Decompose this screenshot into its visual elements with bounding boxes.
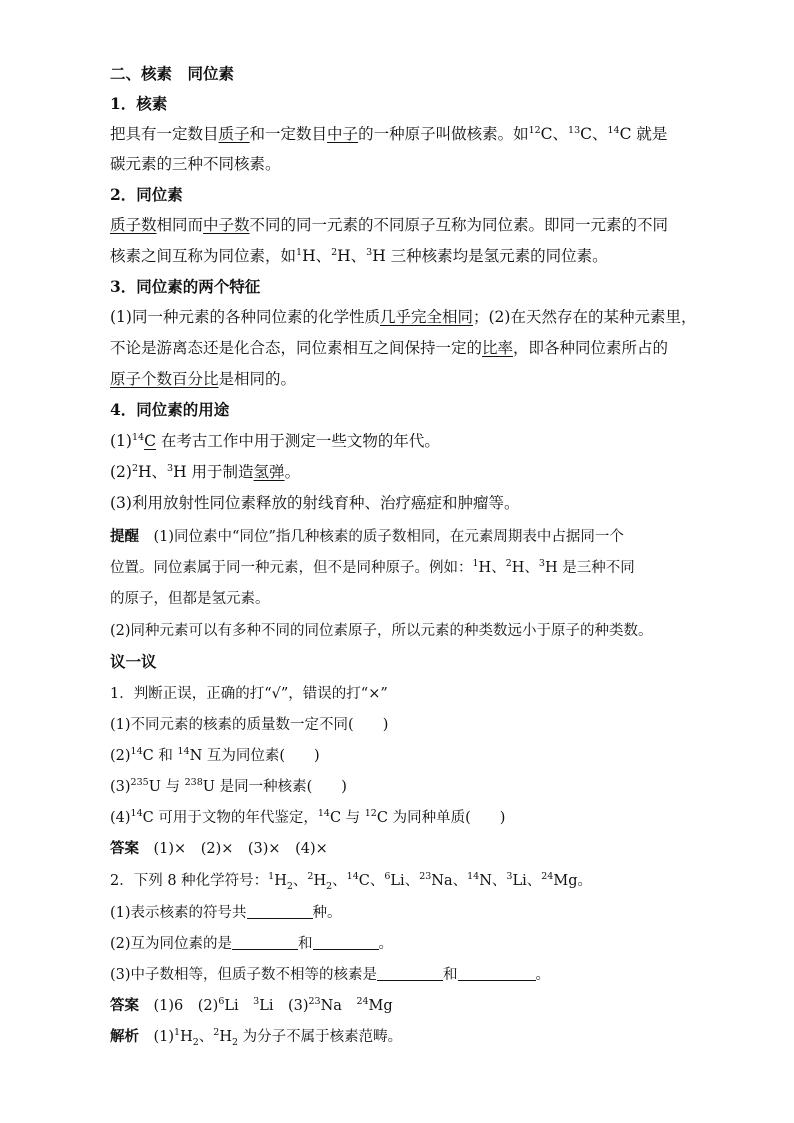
text: (2) [110,748,131,764]
text: (1) [139,1029,175,1045]
underlined-term-proton: 质子 [218,125,250,143]
uses-line1 [110,430,440,452]
text: 把具有一定数目 [110,125,219,143]
text: ，即各种同位素所占的 [513,339,669,357]
text: ；(2)在天然存在的某种元素里， [472,308,697,326]
mass-number: 235 [130,777,149,789]
text: (2) [110,463,132,481]
text: 。 [378,936,394,952]
features-line2 [110,337,668,359]
text: N 互为同位素( ) [189,748,320,764]
mass-number: 3 [366,246,373,258]
nuclide-definition-line1 [110,123,667,145]
mass-number: 14 [131,431,145,443]
text: H [219,1029,232,1045]
text: H [313,873,327,889]
mass-number: 6 [218,996,225,1008]
underlined-term: 几乎完全相同 [379,308,473,326]
tip-line1 [110,526,624,548]
mass-number: 14 [467,871,480,883]
question2-item2 [110,933,393,955]
subscript: 2 [232,1036,239,1048]
mass-number: 14 [130,808,143,820]
text: 核素之间互称为同位素，如 [110,247,297,265]
text: 。 [535,967,551,983]
uses-line2 [110,461,300,483]
mass-number: 14 [317,808,330,820]
question1-item2 [110,745,320,767]
mass-number: 2 [131,462,139,474]
mass-number: 13 [568,124,581,136]
answer-label: 答案 [110,840,139,857]
text: (3) [110,779,131,795]
heading-nuclide: 1．核素 [110,94,168,113]
underlined-term-proton-number: 质子数 [110,216,157,234]
isotope-definition-line2 [110,245,608,267]
heading-discuss: 议一议 [110,652,157,671]
mass-number: 1 [174,1027,181,1039]
tip-line4: (2)同种元素可以有多种不同的同位素原子，所以元素的种类数远小于原子的种类数。 [110,623,653,639]
question2-item1 [110,902,342,924]
text: (1)同一种元素的各种同位素的化学性质 [110,308,380,326]
mass-number: 3 [167,462,174,474]
tip-label: 提醒 [110,528,139,545]
mass-number: 1 [472,558,479,570]
underlined-term-neutron: 中子 [327,125,359,143]
text: H 是三种不同 [544,560,635,576]
answer-label: 答案 [110,997,139,1014]
section-title: 二、核素 同位素 [110,64,235,83]
text: H、 [302,247,332,265]
text: N、 [479,873,507,889]
text: 在考古工作中用于测定一些文物的年代。 [155,432,440,450]
mass-number: 1 [296,246,303,258]
analysis [110,1026,402,1048]
subscript: 2 [286,880,293,892]
text: 为分子不属于核素范畴。 [238,1029,403,1045]
text: (2)互为同位素的是 [110,936,233,952]
text: C 可用于文物的年代鉴定， [142,810,318,826]
text: 、 [198,1029,214,1045]
text: Li、 [512,873,542,889]
question1-item3 [110,776,347,798]
text: Li、 [390,873,420,889]
text: 和一定数目 [249,125,328,143]
text: Mg。 [553,873,592,889]
text: Li [224,998,254,1014]
text: 是相同的。 [218,370,297,388]
mass-number: 2 [307,871,314,883]
text: U 是同一种核素( ) [202,779,347,795]
tip-line3: 的原子，但都是氢元素。 [110,591,270,607]
text: Na [320,998,357,1014]
text: C 与 [329,810,365,826]
text: (1)× (2)× (3)× (4)× [139,841,328,857]
underlined-term: 原子个数百分比 [110,370,219,388]
text: (1)表示核素的符号共 [110,905,247,921]
mass-number: 2 [331,246,338,258]
text: H、 [478,560,506,576]
text: 相同而 [156,216,204,234]
underlined-term: 氢弹 [253,463,285,481]
text: 位置。同位素属于同一种元素，但不是同种原子。例如： [110,560,473,576]
underlined-term: C [144,432,156,450]
text: C、 [540,125,569,143]
mass-number: 23 [308,996,321,1008]
question1-item4 [110,807,505,829]
text: 种。 [312,905,342,921]
answer-blank[interactable] [232,935,298,950]
mass-number: 3 [253,996,260,1008]
question1-title: 1．判断正误，正确的打“√”，错误的打“×” [110,686,388,702]
answer2 [110,995,393,1017]
mass-number: 2 [213,1027,220,1039]
heading-uses: 4．同位素的用途 [110,400,230,419]
text: Mg [368,998,393,1014]
text: H [274,873,287,889]
text: 和 [443,967,458,983]
underlined-term-neutron-number: 中子数 [203,216,250,234]
text: H、 [138,463,168,481]
answer-blank[interactable] [313,935,379,950]
mass-number: 12 [364,808,377,820]
text: H、 [337,247,367,265]
text: 、 [292,873,308,889]
mass-number: 238 [184,777,203,789]
text: U 与 [148,779,185,795]
heading-isotope: 2．同位素 [110,185,183,204]
mass-number: 23 [419,871,432,883]
text: C 和 [142,748,178,764]
question1-item1: (1)不同元素的核素的质量数一定不同( ) [110,717,389,733]
text: (1) [110,432,132,450]
features-line3 [110,368,296,390]
text: C 就是 [619,125,668,143]
text: H 用于制造 [173,463,254,481]
mass-number: 3 [506,871,513,883]
answer-blank[interactable] [247,904,313,919]
text: 。 [284,463,301,481]
mass-number: 14 [130,746,143,758]
tip-line2 [110,557,635,579]
text: 2．下列 8 种化学符号： [110,873,269,889]
text: Na、 [431,873,468,889]
isotope-definition-line1 [110,214,668,236]
text: H [180,1029,193,1045]
mass-number: 6 [384,871,391,883]
text: 不论是游离态还是化合态，同位素相互之间保持一定的 [110,339,483,357]
mass-number: 24 [356,996,369,1008]
text: (1)6 (2) [139,998,219,1014]
text: 不同的同一元素的不同原子互称为同位素。即同一元素的不同 [249,216,669,234]
text: C、 [358,873,385,889]
mass-number: 12 [528,124,541,136]
text: H、 [511,560,539,576]
answer-blank[interactable] [458,966,536,981]
mass-number: 14 [177,746,190,758]
mass-number: 14 [346,871,359,883]
question2-title [110,870,592,892]
mass-number: 2 [505,558,512,570]
mass-number: 1 [268,871,275,883]
text: 的一种原子叫做核素。如 [358,125,529,143]
text: H 三种核素均是氢元素的同位素。 [372,247,608,265]
nuclide-definition-line2: 碳元素的三种不同核素。 [110,155,281,173]
mass-number: 24 [541,871,554,883]
text: C 为同种单质( ) [376,810,506,826]
text: (3)中子数相等，但质子数不相等的核素是 [110,967,378,983]
answer1 [110,838,328,860]
heading-features: 3．同位素的两个特征 [110,277,261,296]
text: (4) [110,810,131,826]
answer-blank[interactable] [377,966,443,981]
text: C、 [580,125,608,143]
mass-number: 14 [607,124,620,136]
text: 、 [332,873,347,889]
subscript: 2 [326,880,333,892]
text: Li (3) [259,998,309,1014]
mass-number: 3 [538,558,545,570]
analysis-label: 解析 [110,1028,139,1045]
question2-item3 [110,964,550,986]
underlined-term: 比率 [482,339,514,357]
subscript: 2 [192,1036,199,1048]
features-line1 [110,306,696,328]
text: (1)同位素中“同位”指几种核素的质子数相同，在元素周期表中占据同一个 [139,529,624,545]
uses-line3: (3)利用放射性同位素释放的射线育种、治疗癌症和肿瘤等。 [110,494,520,512]
text: 和 [298,936,313,952]
